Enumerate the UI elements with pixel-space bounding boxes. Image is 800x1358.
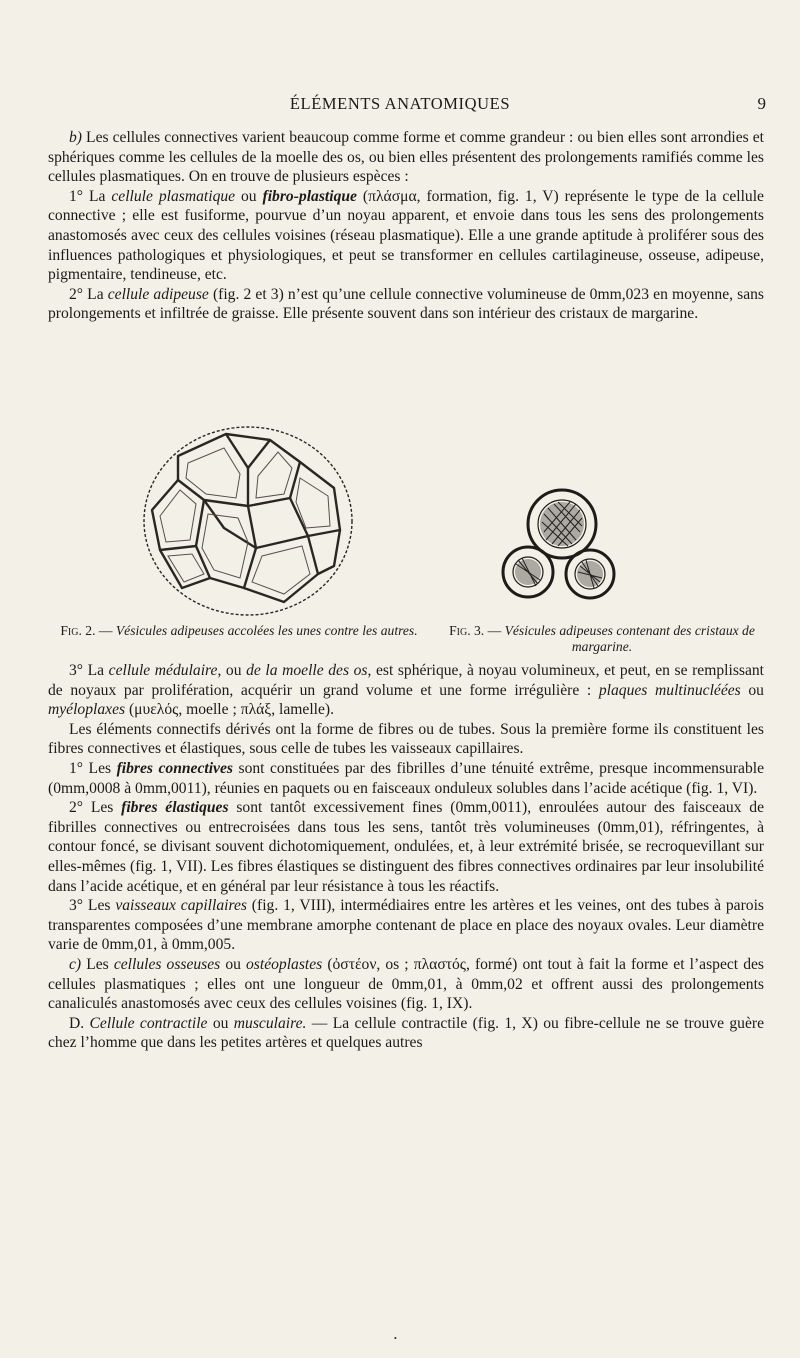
caption-dash: — [95,623,116,638]
term: ostéoplastes [246,955,323,973]
paragraph-connective-fibres [48,759,764,798]
paragraph-text: (fig. 1, VIII), intermédiaires entre les artères et les veines, ont des tubes à parois transparentes composées d’une membrane amorphe contenant de place en place des noyaux ovales. Leur diamètre varie de 0mm,01, à 0mm,005. [48,897,764,954]
text-fragment: La [83,285,108,303]
term: cellule adipeuse [107,285,209,303]
term: plaques multinucléées [598,681,741,699]
text-fragment: Les [81,955,114,973]
term: cellule médulaire [108,662,218,679]
paragraph-text: — La cellule contractile (fig. 1, X) ou fibre-cellule ne se trouve guère chez l’homme que dans les petites artères et quelques autres [48,1014,764,1052]
running-title: ÉLÉMENTS ANATOMIQUES [289,94,511,113]
item-label: c) [69,955,82,973]
paragraph-fibres-intro [48,720,764,759]
paragraph-bone-cells [48,955,764,1014]
term: fibres connectives [116,759,233,777]
item-number: 3° [69,662,84,679]
paragraph-adipose-cell [48,285,764,324]
term: cellules osseuses [113,955,221,973]
text-fragment: ou [207,1014,234,1032]
paragraph-plasmatic-cell [48,187,764,285]
item-label: b) [69,129,82,146]
term: fibro-plastique [262,187,357,205]
paragraph-text: Les cellules connectives varient beaucoup comme forme et comme grandeur : ou bien elles sont arrondies et sphériques comme les cellules de la moelle des os, ou bien elles présentent des prolongements ramifiés comme les cellules plasmatiques. On en trouve de plusieurs espèces : [48,129,764,186]
text-fragment: La [83,187,112,205]
paragraph-text: , est sphérique, à noyau volumineux, et peut, en se remplissant de noyaux par prolifération, acquérir un grand volume et une forme irrégulière : [48,662,765,699]
text-fragment: ou [235,187,263,205]
item-number: 1° [69,187,84,205]
page-number: 9 [757,94,766,113]
paragraph-elastic-fibres [48,798,764,896]
fig3-caption [434,623,770,655]
fig2-illustration [138,418,358,618]
term: cellule plasmatique [111,187,236,205]
text-fragment: Les [83,799,122,817]
paragraph-text: (πλάσμα, formation, fig. 1, V) représente le type de la cellule connective ; elle est fusiforme, pourvue d’un noyau apparent, et envoie dans tous les sens des prolongements anastomosés avec ceux des cellules voisines (réseau plasmatique). Elle a une grande aptitude à proliférer sous des influences pathologiques et physiologiques, et peut se transformer en cellules cartilagineuse, osseuse, adipeuse, pigmentaire, tendineuse, etc. [48,187,764,284]
paragraph-text: (fig. 2 et 3) n’est qu’une cellule connective volumineuse de 0mm,023 en moyenne, sans prolongements et infiltrée de graisse. Elle présente souvent dans son intérieur des cristaux de margarine. [48,285,765,323]
text-block-bottom [48,661,764,1053]
paragraph-text: Les éléments connectifs dérivés ont la forme de fibres ou de tubes. Sous la première forme ils constituent les fibres connectives et élastiques, sous celle de tubes les vaisseaux capillaires. [48,720,764,758]
item-number: 3° [69,897,84,915]
item-number: 2° [69,799,84,817]
text-fragment: Les [83,897,116,915]
caption-text: Vésicules adipeuses accolées les unes contre les autres. [115,623,418,638]
paragraph-text: (ὀστέον, os ; πλαστός, formé) ont tout à fait la forme et l’aspect des cellules plasmatiques ; elles ont une longueur de 0mm,01, à 0mm,02 et offrent aussi des prolongements canaliculés anastomosés avec ceux des cellules voisines (fig. 1, IX). [48,955,764,1013]
bottom-mark: • [394,1334,397,1343]
paragraph-contractile-cell [48,1014,764,1053]
caption-text: Vésicules adipeuses contenant des cristaux de margarine. [504,623,755,654]
text-fragment: ou [740,681,764,699]
term: fibres élastiques [121,799,229,817]
text-block-top [48,128,764,324]
text-fragment: , ou [217,662,247,679]
page-header [0,94,800,118]
term: Cellule contractile [84,1014,208,1032]
text-fragment: La [83,662,109,679]
paragraph-capillaries [48,896,764,955]
text-fragment: ou [220,955,246,973]
paragraph-b [48,128,764,187]
fig2-caption [56,623,422,639]
term: de la moelle des os [246,662,368,679]
term: vaisseaux capillaires [115,897,247,915]
paragraph-marrow-cell [48,661,764,720]
paragraph-text: (μυελός, moelle ; πλάξ, lamelle). [125,701,335,719]
figure-number: Fig. 3. [449,623,485,638]
paragraph-text: sont constituées par des fibrilles d’une ténuité extrême, presque incommensurable (0mm,0008 à 0mm,0011), réunies en paquets ou en faisceaux onduleux solubles dans l’acide acétique (fig. 1, VI). [48,759,765,797]
caption-dash: — [484,623,505,638]
fig3-illustration [498,480,624,602]
item-number: 1° [69,759,84,777]
item-number: 2° [69,285,84,303]
item-label: D. [69,1014,85,1032]
figure-number: Fig. 2. [60,623,96,638]
text-fragment: Les [83,759,117,777]
term: musculaire. [233,1014,307,1032]
term: myéloplaxes [48,701,126,719]
paragraph-text: sont tantôt excessivement fines (0mm,0011), enroulées autour des faisceaux de fibrilles connectives ou entrecroisées dans tous les sens, tantôt très volumineuses (0mm,01), réfringentes, à contour foncé, se divisant souvent dichotomiquement, ondulées, et, à leur extrémité brisée, se recroquevillant sur elles-mêmes (fig. 1, VII). Les fibres élastiques se distinguent des fibres connectives ordinaires par leur insolubilité dans l’acide acétique, et en général par leur résistance à tous les réactifs. [48,799,764,895]
